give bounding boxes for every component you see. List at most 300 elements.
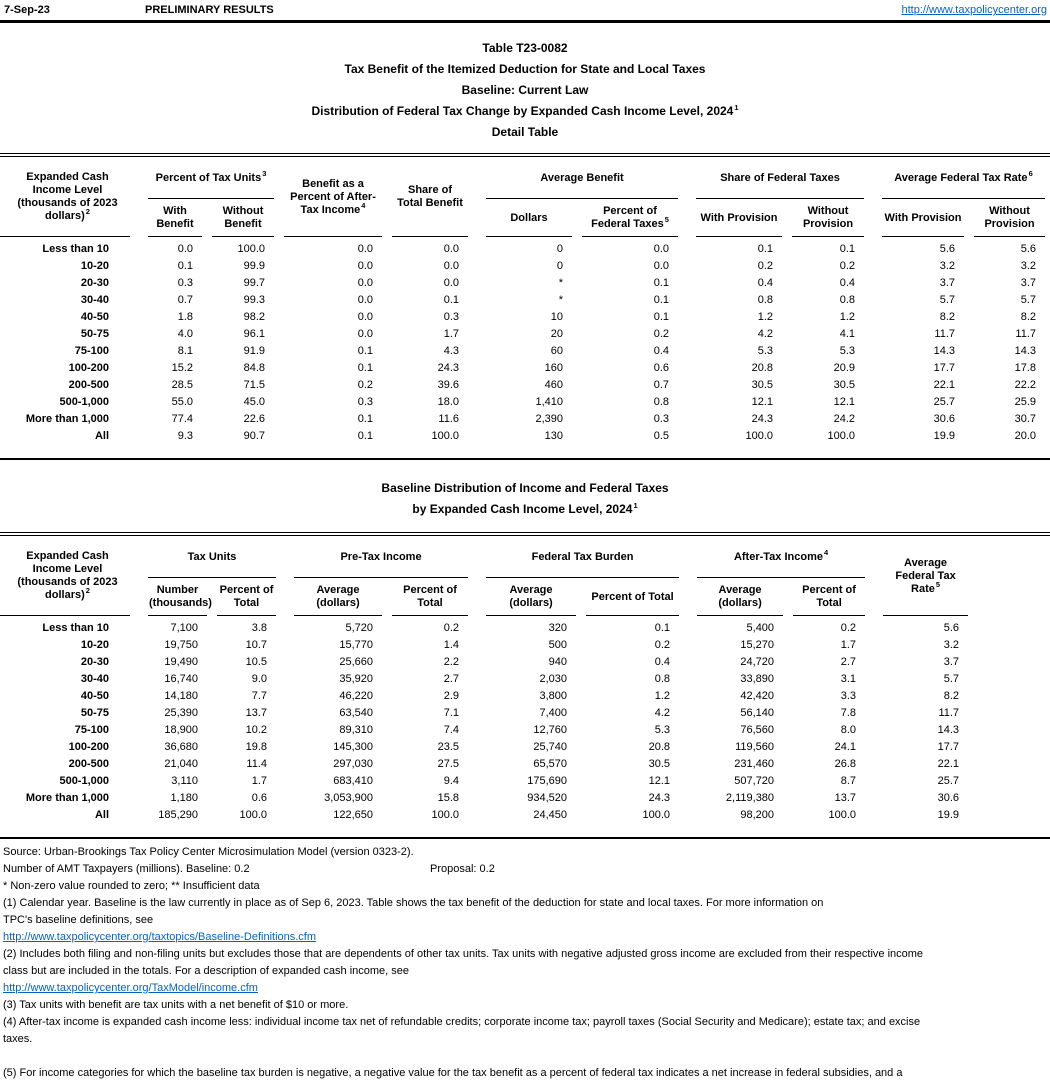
income-level-label: 500-1,000 bbox=[59, 396, 109, 408]
data-cell: 0.3 bbox=[357, 396, 373, 408]
data-cell: 17.8 bbox=[1014, 362, 1036, 374]
data-cell: 24.1 bbox=[834, 741, 857, 753]
table-row bbox=[0, 739, 1050, 756]
table-row bbox=[0, 790, 1050, 807]
page-header bbox=[0, 0, 1050, 23]
column-gap bbox=[869, 258, 877, 275]
expanded-cash-income-link[interactable]: http://www.taxpolicycenter.org/TaxModel/income.cfm bbox=[3, 982, 258, 994]
data-cell: 55.0 bbox=[171, 396, 193, 408]
column-gap bbox=[135, 377, 143, 394]
column-gap bbox=[870, 534, 878, 616]
table-row bbox=[0, 756, 1050, 773]
data-cell: 683,410 bbox=[333, 775, 374, 787]
data-cell: 24,450 bbox=[533, 809, 568, 821]
data-cell: 19.9 bbox=[937, 809, 960, 821]
column-gap bbox=[135, 155, 143, 237]
data-cell: 0.5 bbox=[653, 430, 669, 442]
table-row bbox=[0, 616, 1050, 637]
data-cell: 12.1 bbox=[751, 396, 773, 408]
column-gap bbox=[473, 326, 481, 343]
data-cell: 1.2 bbox=[757, 311, 773, 323]
data-cell: 90.7 bbox=[243, 430, 265, 442]
column-gap bbox=[473, 773, 481, 790]
data-cell: 2.2 bbox=[443, 656, 460, 668]
data-cell: 77.4 bbox=[171, 413, 193, 425]
column-gap bbox=[683, 343, 691, 360]
data-cell: 17.7 bbox=[933, 362, 955, 374]
data-cell: 12.1 bbox=[833, 396, 855, 408]
average-federal-tax-rate-group-header: Average Federal Tax Rate$^6$ bbox=[877, 155, 1050, 199]
data-cell: 0.1 bbox=[357, 413, 373, 425]
data-cell: 96.1 bbox=[243, 328, 265, 340]
table-row bbox=[0, 309, 1050, 326]
column-gap bbox=[683, 237, 691, 258]
data-cell: 0.2 bbox=[654, 639, 671, 651]
data-cell: 3.2 bbox=[943, 639, 960, 651]
column-gap bbox=[473, 756, 481, 773]
column-gap bbox=[135, 807, 143, 838]
column-gap bbox=[281, 654, 289, 671]
source-note: Source: Urban-Brookings Tax Policy Center Microsimulation Model (version 0323-2). bbox=[3, 846, 414, 858]
income-level-label: All bbox=[94, 430, 109, 442]
column-gap bbox=[135, 756, 143, 773]
data-cell: 5.3 bbox=[654, 724, 671, 736]
data-cell: 0.0 bbox=[357, 260, 373, 272]
data-cell: 3,053,900 bbox=[324, 792, 374, 804]
column-gap bbox=[973, 616, 1050, 637]
column-gap bbox=[473, 790, 481, 807]
data-cell: 0.1 bbox=[357, 430, 373, 442]
taxpolicycenter-link[interactable]: http://www.taxpolicycenter.org bbox=[901, 4, 1047, 16]
data-cell: 0 bbox=[556, 243, 563, 255]
data-cell: 0.1 bbox=[357, 362, 373, 374]
column-gap bbox=[135, 258, 143, 275]
data-cell: 20.8 bbox=[648, 741, 671, 753]
data-cell: 11.4 bbox=[246, 758, 268, 770]
data-cell: 5.6 bbox=[943, 622, 960, 634]
income-level-label: 100-200 bbox=[68, 362, 109, 374]
column-gap bbox=[135, 237, 143, 258]
data-cell: 0.0 bbox=[357, 277, 373, 289]
column-gap bbox=[870, 705, 878, 722]
data-cell: 1.2 bbox=[654, 690, 671, 702]
after-tax-income-group-header: After-Tax Income$^4$ bbox=[692, 534, 870, 578]
data-cell: 0.1 bbox=[653, 294, 669, 306]
data-cell: 21,040 bbox=[164, 758, 198, 770]
data-cell: 7.8 bbox=[840, 707, 857, 719]
income-level-label: Less than 10 bbox=[42, 622, 109, 634]
data-cell: 3.8 bbox=[251, 622, 268, 634]
column-gap bbox=[973, 722, 1050, 739]
income-level-label: More than 1,000 bbox=[25, 413, 109, 425]
column-gap bbox=[135, 739, 143, 756]
column-gap bbox=[870, 654, 878, 671]
data-cell: 500 bbox=[548, 639, 568, 651]
data-cell: 0.1 bbox=[654, 622, 671, 634]
data-cell: 18.0 bbox=[437, 396, 459, 408]
data-cell: 0.0 bbox=[177, 243, 193, 255]
footnote-2-continued: class but are included in the totals. For a description of expanded cash income, see bbox=[3, 965, 410, 977]
data-cell: 2.9 bbox=[443, 690, 460, 702]
column-gap bbox=[135, 637, 143, 654]
column-gap bbox=[135, 292, 143, 309]
column-gap bbox=[473, 155, 481, 237]
data-cell: 1,410 bbox=[535, 396, 563, 408]
data-cell: 2.7 bbox=[443, 673, 460, 685]
data-cell: 15,270 bbox=[740, 639, 775, 651]
column-gap bbox=[973, 790, 1050, 807]
data-cell: 0.2 bbox=[443, 622, 460, 634]
data-cell: 98.2 bbox=[243, 311, 265, 323]
column-gap bbox=[869, 411, 877, 428]
data-cell: 0.8 bbox=[654, 673, 671, 685]
data-cell: 0.1 bbox=[757, 243, 773, 255]
percent-of-tax-units-group-header: Percent of Tax Units$^3$ bbox=[143, 155, 279, 199]
data-cell: 30.5 bbox=[648, 758, 671, 770]
column-gap bbox=[135, 428, 143, 459]
percent-of-total-subheader: Percent of Total bbox=[788, 578, 870, 616]
data-cell: 0.0 bbox=[357, 311, 373, 323]
column-gap bbox=[281, 534, 289, 616]
baseline-definitions-link[interactable]: http://www.taxpolicycenter.org/taxtopics/Baseline-Definitions.cfm bbox=[3, 931, 317, 943]
footnote-2-link-line bbox=[3, 980, 1047, 997]
data-cell: 0.4 bbox=[757, 277, 773, 289]
column-gap bbox=[473, 360, 481, 377]
data-cell: 5,400 bbox=[746, 622, 775, 634]
data-cell: 4.3 bbox=[443, 345, 459, 357]
column-gap bbox=[684, 534, 692, 616]
table-title: Tax Benefit of the Itemized Deduction for State and Local Taxes bbox=[344, 62, 706, 76]
column-gap bbox=[135, 671, 143, 688]
data-cell: 99.3 bbox=[243, 294, 265, 306]
data-cell: 0.2 bbox=[839, 260, 855, 272]
column-gap bbox=[473, 275, 481, 292]
data-cell: 100.0 bbox=[828, 809, 857, 821]
column-gap bbox=[973, 773, 1050, 790]
data-cell: 30.5 bbox=[751, 379, 773, 391]
table-row bbox=[0, 654, 1050, 671]
table-row bbox=[0, 773, 1050, 790]
column-gap bbox=[281, 790, 289, 807]
data-cell: 13.7 bbox=[245, 707, 268, 719]
column-gap bbox=[973, 534, 1050, 616]
data-cell: * bbox=[558, 277, 563, 289]
data-cell: 24.2 bbox=[833, 413, 855, 425]
data-cell: 25,660 bbox=[339, 656, 374, 668]
data-cell: 0.3 bbox=[443, 311, 459, 323]
income-level-label: 30-40 bbox=[80, 673, 109, 685]
distribution-subtitle: Distribution of Federal Tax Change by Expanded Cash Income Level, 2024$^1$ bbox=[311, 103, 739, 118]
column-gap bbox=[281, 705, 289, 722]
column-gap bbox=[869, 377, 877, 394]
column-gap bbox=[473, 654, 481, 671]
data-cell: 11.7 bbox=[938, 707, 960, 719]
column-gap bbox=[281, 739, 289, 756]
column-gap bbox=[870, 671, 878, 688]
data-cell: 20.9 bbox=[833, 362, 855, 374]
data-cell: 8.0 bbox=[840, 724, 857, 736]
table-row bbox=[0, 360, 1050, 377]
column-gap bbox=[683, 360, 691, 377]
data-cell: 15.8 bbox=[437, 792, 460, 804]
data-cell: 9.4 bbox=[443, 775, 460, 787]
federal-tax-burden-group-header: Federal Tax Burden bbox=[481, 534, 684, 578]
column-gap bbox=[473, 343, 481, 360]
data-cell: 89,310 bbox=[339, 724, 374, 736]
data-cell: 22.6 bbox=[243, 413, 265, 425]
column-gap bbox=[973, 705, 1050, 722]
data-cell: 23.5 bbox=[437, 741, 460, 753]
data-cell: 0.0 bbox=[357, 294, 373, 306]
data-cell: 16,740 bbox=[164, 673, 198, 685]
column-gap bbox=[869, 428, 877, 459]
data-cell: 0.0 bbox=[357, 243, 373, 255]
table-row bbox=[0, 275, 1050, 292]
column-gap bbox=[684, 688, 692, 705]
column-gap bbox=[473, 616, 481, 637]
column-gap bbox=[281, 637, 289, 654]
data-cell: 39.6 bbox=[437, 379, 459, 391]
data-cell: 934,520 bbox=[527, 792, 568, 804]
income-level-label: 50-75 bbox=[80, 328, 109, 340]
column-gap bbox=[973, 637, 1050, 654]
with-provision-subheader: With Provision bbox=[877, 199, 969, 237]
data-cell: 3.2 bbox=[1020, 260, 1036, 272]
percent-of-total-subheader: Percent of Total bbox=[387, 578, 473, 616]
baseline-distribution-table bbox=[0, 532, 1050, 839]
data-cell: 0.2 bbox=[757, 260, 773, 272]
data-cell: 1.7 bbox=[840, 639, 857, 651]
data-cell: 19.8 bbox=[245, 741, 268, 753]
data-cell: 3.7 bbox=[939, 277, 955, 289]
report-date: 7-Sep-23 bbox=[4, 4, 50, 16]
data-cell: 0.1 bbox=[653, 277, 669, 289]
data-cell: 4.2 bbox=[757, 328, 773, 340]
column-gap bbox=[281, 773, 289, 790]
with-benefit-subheader: With Benefit bbox=[143, 199, 207, 237]
column-gap bbox=[684, 739, 692, 756]
column-gap bbox=[684, 756, 692, 773]
data-cell: 25,390 bbox=[164, 707, 198, 719]
column-gap bbox=[135, 534, 143, 616]
data-cell: 0.4 bbox=[839, 277, 855, 289]
without-provision-subheader: Without Provision bbox=[969, 199, 1050, 237]
data-cell: 24.3 bbox=[751, 413, 773, 425]
data-cell: 14.3 bbox=[937, 724, 960, 736]
data-cell: 320 bbox=[548, 622, 568, 634]
column-gap bbox=[684, 807, 692, 838]
data-cell: 12.1 bbox=[648, 775, 671, 787]
data-cell: 0.7 bbox=[653, 379, 669, 391]
column-gap bbox=[473, 688, 481, 705]
data-cell: 1.4 bbox=[443, 639, 460, 651]
data-cell: 5.6 bbox=[939, 243, 955, 255]
table-row bbox=[0, 722, 1050, 739]
data-cell: 5.3 bbox=[839, 345, 855, 357]
tax-benefit-distribution-table bbox=[0, 153, 1050, 460]
data-cell: 20 bbox=[550, 328, 563, 340]
data-cell: 0.1 bbox=[357, 345, 373, 357]
column-gap bbox=[683, 309, 691, 326]
without-benefit-subheader: Without Benefit bbox=[207, 199, 279, 237]
data-cell: 100.0 bbox=[642, 809, 671, 821]
data-cell: 25,740 bbox=[533, 741, 568, 753]
column-gap bbox=[473, 807, 481, 838]
column-gap bbox=[869, 237, 877, 258]
data-cell: 71.5 bbox=[243, 379, 265, 391]
data-cell: 19,750 bbox=[164, 639, 198, 651]
data-cell: 25.7 bbox=[933, 396, 955, 408]
average-federal-tax-rate-header: Average Federal Tax Rate$^5$ bbox=[878, 534, 973, 616]
column-gap bbox=[684, 705, 692, 722]
data-cell: 91.9 bbox=[243, 345, 265, 357]
column-gap bbox=[473, 722, 481, 739]
baseline-subtitle: Baseline: Current Law bbox=[461, 83, 589, 97]
column-gap bbox=[473, 411, 481, 428]
income-level-label: 200-500 bbox=[68, 758, 109, 770]
data-cell: 507,720 bbox=[734, 775, 775, 787]
column-gap bbox=[135, 654, 143, 671]
data-cell: 3.2 bbox=[939, 260, 955, 272]
data-cell: 42,420 bbox=[740, 690, 775, 702]
column-gap bbox=[870, 790, 878, 807]
data-cell: 3,110 bbox=[171, 775, 198, 787]
data-cell: 12,760 bbox=[533, 724, 568, 736]
column-gap bbox=[135, 360, 143, 377]
table-row bbox=[0, 705, 1050, 722]
percent-of-total-subheader: Percent of Total bbox=[581, 578, 684, 616]
data-cell: 14.3 bbox=[933, 345, 955, 357]
data-cell: 100.0 bbox=[827, 430, 855, 442]
column-gap bbox=[683, 377, 691, 394]
data-cell: 5.7 bbox=[1020, 294, 1036, 306]
data-cell: 24,720 bbox=[740, 656, 775, 668]
average-dollars-subheader: Average (dollars) bbox=[692, 578, 788, 616]
column-gap bbox=[281, 722, 289, 739]
column-gap bbox=[684, 790, 692, 807]
column-gap bbox=[473, 258, 481, 275]
data-cell: 11.7 bbox=[934, 328, 955, 340]
data-cell: 30.6 bbox=[937, 792, 960, 804]
data-cell: 1.8 bbox=[177, 311, 193, 323]
data-cell: 0.1 bbox=[177, 260, 193, 272]
share-of-federal-taxes-group-header: Share of Federal Taxes bbox=[691, 155, 869, 199]
data-cell: 7.7 bbox=[251, 690, 268, 702]
column-gap bbox=[135, 705, 143, 722]
column-gap bbox=[870, 688, 878, 705]
average-dollars-subheader: Average (dollars) bbox=[481, 578, 581, 616]
data-cell: 100.0 bbox=[745, 430, 773, 442]
data-cell: 0.4 bbox=[654, 656, 671, 668]
data-cell: 33,890 bbox=[740, 673, 775, 685]
data-cell: 122,650 bbox=[333, 809, 374, 821]
data-cell: 0.0 bbox=[443, 243, 459, 255]
table-row bbox=[0, 394, 1050, 411]
data-cell: 0.1 bbox=[443, 294, 459, 306]
column-gap bbox=[473, 534, 481, 616]
data-cell: 145,300 bbox=[333, 741, 374, 753]
income-level-label: 20-30 bbox=[80, 656, 109, 668]
data-cell: 100.0 bbox=[431, 809, 460, 821]
data-cell: 25.9 bbox=[1014, 396, 1036, 408]
column-gap bbox=[684, 773, 692, 790]
income-level-label: All bbox=[94, 809, 109, 821]
amt-baseline-value: Number of AMT Taxpayers (millions). Baseline: 0.2 bbox=[3, 863, 250, 875]
data-cell: 2,119,380 bbox=[725, 792, 775, 804]
table-number: Table T23-0082 bbox=[482, 41, 568, 55]
data-cell: 185,290 bbox=[158, 809, 198, 821]
table-row bbox=[0, 326, 1050, 343]
spacer bbox=[3, 1048, 1047, 1065]
column-gap bbox=[473, 428, 481, 459]
table-row bbox=[0, 671, 1050, 688]
data-cell: 10.5 bbox=[245, 656, 268, 668]
data-cell: 0.3 bbox=[653, 413, 669, 425]
data-cell: 100.0 bbox=[239, 809, 268, 821]
table-row bbox=[0, 292, 1050, 309]
data-cell: 20.8 bbox=[751, 362, 773, 374]
data-cell: 18,900 bbox=[164, 724, 198, 736]
column-gap bbox=[135, 309, 143, 326]
data-cell: 8.2 bbox=[1020, 311, 1036, 323]
column-gap bbox=[870, 756, 878, 773]
data-cell: 7,100 bbox=[170, 622, 198, 634]
column-gap bbox=[281, 616, 289, 637]
column-gap bbox=[135, 722, 143, 739]
income-level-label: 75-100 bbox=[74, 724, 109, 736]
share-of-total-benefit-header: Share of Total Benefit bbox=[387, 155, 473, 237]
data-cell: 99.7 bbox=[243, 277, 265, 289]
column-gap bbox=[473, 237, 481, 258]
column-gap bbox=[684, 671, 692, 688]
data-cell: 76,560 bbox=[740, 724, 775, 736]
data-cell: 30.7 bbox=[1014, 413, 1036, 425]
data-cell: 14,180 bbox=[164, 690, 198, 702]
column-gap bbox=[869, 292, 877, 309]
data-cell: 4.0 bbox=[177, 328, 193, 340]
column-gap bbox=[684, 722, 692, 739]
dollars-subheader: Dollars bbox=[481, 199, 577, 237]
data-cell: 100.0 bbox=[237, 243, 265, 255]
footnote-1-continued: TPC's baseline definitions, see bbox=[3, 914, 154, 926]
data-cell: 27.5 bbox=[437, 758, 460, 770]
data-cell: 11.7 bbox=[1015, 328, 1036, 340]
column-gap bbox=[135, 275, 143, 292]
data-cell: 130 bbox=[544, 430, 563, 442]
data-cell: 4.1 bbox=[839, 328, 855, 340]
data-cell: 63,540 bbox=[339, 707, 374, 719]
pretax-income-group-header: Pre-Tax Income bbox=[289, 534, 473, 578]
column-gap bbox=[683, 275, 691, 292]
data-cell: 56,140 bbox=[740, 707, 775, 719]
column-gap bbox=[281, 807, 289, 838]
column-gap bbox=[683, 394, 691, 411]
data-cell: * bbox=[558, 294, 563, 306]
data-cell: 231,460 bbox=[734, 758, 775, 770]
data-cell: 15,770 bbox=[339, 639, 374, 651]
income-level-label: 20-30 bbox=[80, 277, 109, 289]
data-cell: 46,220 bbox=[339, 690, 374, 702]
data-cell: 8.2 bbox=[943, 690, 960, 702]
data-cell: 11.6 bbox=[438, 413, 459, 425]
income-level-label: 500-1,000 bbox=[59, 775, 109, 787]
data-cell: 175,690 bbox=[527, 775, 568, 787]
data-cell: 0.7 bbox=[177, 294, 193, 306]
data-cell: 8.1 bbox=[177, 345, 193, 357]
column-gap bbox=[973, 756, 1050, 773]
data-cell: 28.5 bbox=[171, 379, 193, 391]
baseline-distribution-title: Baseline Distribution of Income and Federal Taxes by Expanded Cash Income Level, 2024$^1$ bbox=[381, 481, 669, 516]
